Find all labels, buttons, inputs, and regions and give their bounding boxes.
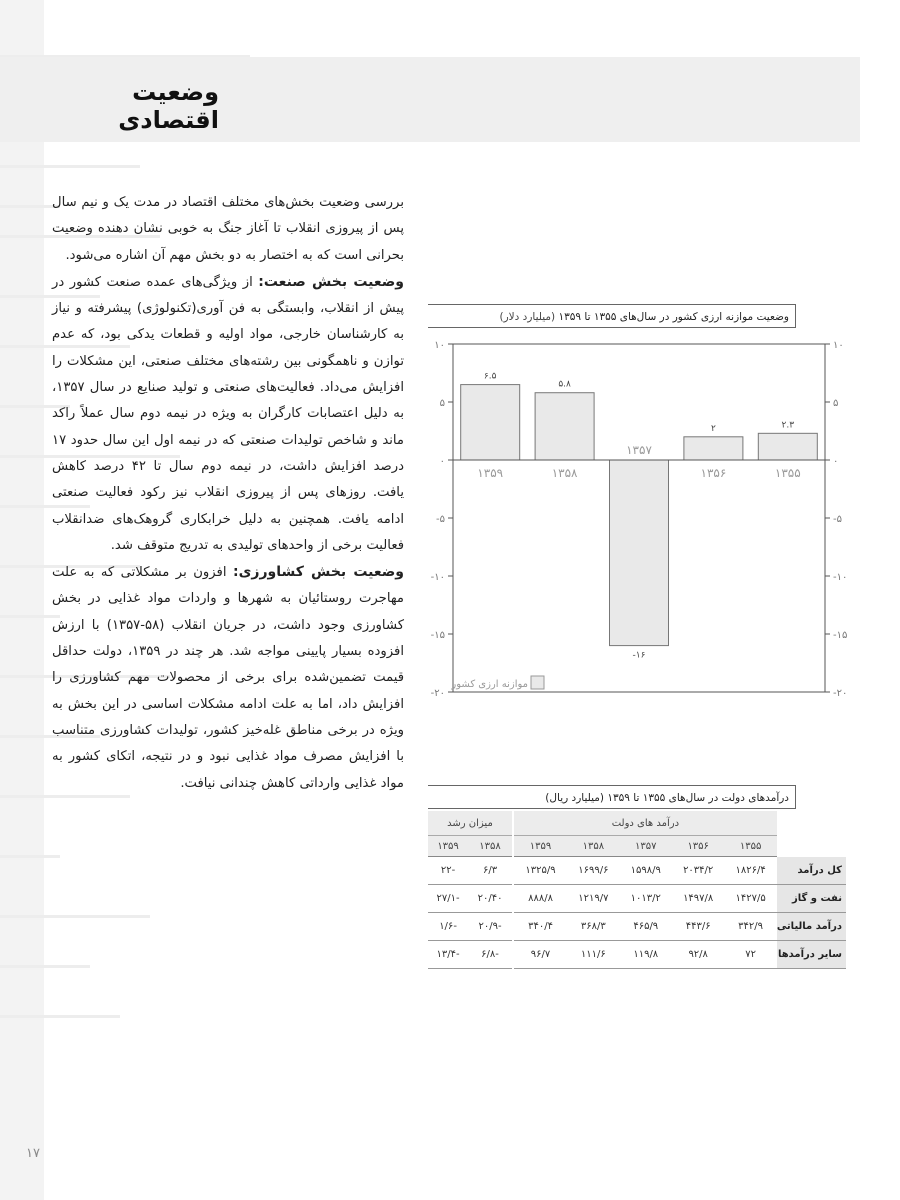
table-row <box>428 941 846 969</box>
page-number: ۱۷ <box>26 1146 40 1161</box>
stripe <box>0 615 60 618</box>
row-label: سایر درآمدها <box>777 941 846 969</box>
year-header: ۱۳۵۶ <box>672 836 724 857</box>
year-header: ۱۳۵۹ <box>513 836 567 857</box>
revenue-cell: ۱۲۱۹/۷ <box>567 885 619 913</box>
y-tick-label-left: -۱۰ <box>430 572 445 583</box>
revenue-cell: ۲۰۳۴/۲ <box>672 857 724 885</box>
legend-swatch <box>531 676 544 689</box>
table-title: درآمدهای دولت در سال‌های ۱۳۵۵ تا ۱۳۵۹ (میلیارد ریال) <box>428 785 796 809</box>
revenue-cell: ۸۸۸/۸ <box>513 885 567 913</box>
category-label: ۱۳۵۸ <box>551 466 578 480</box>
bar <box>461 385 520 460</box>
growth-year-header: ۱۳۵۸ <box>468 836 513 857</box>
growth-cell: -۱۳/۴ <box>428 941 468 969</box>
growth-cell: -۲۷/۱ <box>428 885 468 913</box>
y-tick-label-right: ۰ <box>833 456 839 467</box>
industry-paragraph <box>52 269 404 559</box>
table-row <box>428 885 846 913</box>
bar-value-label: ۲.۳ <box>781 420 795 431</box>
y-tick-label-left: -۵ <box>436 514 445 525</box>
agriculture-text: افزون بر مشکلاتی که به علت مهاجرت روستائیان به شهرها و واردات مواد غذایی در بخش کشاورزی وجود داشت، در جریان انقلاب (۵۸-۱۳۵۷) با ارزش افزوده بسیار پایینی مواجه شد. هر چند در ۱۳۵۹، دولت حداقل قیمت تضمین‌شده برای برخی از محصولات مهم کشاورزی را افزایش داد، اما به علت ادامه مشکلات اساسی در این بخش به ویژه در برخی مناطق غله‌خیز کشور، تولیدات کشاورزی متناسب با افزایش مصرف مواد غذایی نبود و در نتیجه، اتکای کشور به مواد غذایی وارداتی کاهش چندانی نیافت. <box>52 565 404 791</box>
revenue-cell: ۳۴۰/۴ <box>513 913 567 941</box>
revenue-cell: ۱۵۹۸/۹ <box>620 857 672 885</box>
chart-title-text: وضعیت موازنه ارزی کشور در سال‌های ۱۳۵۵ تا ۱۳۵۹ <box>558 311 789 323</box>
growth-cell: -۱/۶ <box>428 913 468 941</box>
growth-cell: -۲۲ <box>428 857 468 885</box>
row-label: درآمد مالیاتی <box>777 913 846 941</box>
article-body <box>52 190 404 797</box>
balance-bar-chart <box>428 330 858 720</box>
category-label: ۱۳۵۹ <box>477 466 504 480</box>
revenue-cell: ۷۲ <box>724 941 776 969</box>
row-label: کل درآمد <box>777 857 846 885</box>
bar-value-label: -۱۶ <box>632 650 646 661</box>
revenue-cell: ۱۳۲۵/۹ <box>513 857 567 885</box>
category-label: ۱۳۵۷ <box>626 443 652 457</box>
industry-heading: وضعیت بخش صنعت: <box>258 273 404 290</box>
y-tick-label-right: -۱۰ <box>833 572 848 583</box>
bar <box>610 460 669 646</box>
growth-year-header: ۱۳۵۹ <box>428 836 468 857</box>
y-tick-label-right: -۲۰ <box>833 688 848 699</box>
industry-text: از ویژگی‌های عمده صنعت کشور در پیش از انقلاب، وابستگی به فن آوری(تکنولوژی) پیشرفته و نیاز به کارشناسان خارجی، مواد اولیه و قطعات یدکی بود، که عدم توازن و ناهمگونی بین رشته‌های مختلف صنعتی، این مشکلات را افزایش می‌داد. فعالیت‌های صنعتی و تولید صنایع در سال ۱۳۵۷، به دلیل اعتصابات کارگران به ویژه در نیمه دوم سال عملاً راکد ماند و شاخص تولیدات صنعتی که در نیمه اول این سال حدود ۱۷ درصد افزایش داشت، در نیمه دوم سال تا ۴۲ درصد کاهش یافت. روزهای پس از پیروزی انقلاب نیز رکود فعالیت صنعتی ادامه یافت. همچنین به دلیل خرابکاری گروهک‌های ضدانقلاب فعالیت برخی از واحدهای تولیدی به تدریج متوقف شد. <box>52 274 404 553</box>
revenue-cell: ۳۴۲/۹ <box>724 913 776 941</box>
y-tick-label-right: ۱۰ <box>833 340 844 351</box>
revenue-group-header: درآمد های دولت <box>513 811 777 836</box>
y-tick-label-left: ۰ <box>439 456 445 467</box>
revenue-cell: ۱۴۹۷/۸ <box>672 885 724 913</box>
bar <box>758 433 817 460</box>
stripe <box>0 915 150 918</box>
chart-title <box>428 304 796 328</box>
stripe <box>0 855 60 858</box>
revenue-cell: ۹۲/۸ <box>672 941 724 969</box>
stripe <box>0 1015 120 1018</box>
revenue-table <box>428 811 846 969</box>
row-label: نفت و گاز <box>777 885 846 913</box>
agriculture-paragraph <box>52 559 404 797</box>
revenue-cell: ۴۶۵/۹ <box>620 913 672 941</box>
y-tick-label-right: ۵ <box>833 398 839 409</box>
y-tick-label-left: ۵ <box>439 398 445 409</box>
year-header: ۱۳۵۷ <box>620 836 672 857</box>
chart-unit: (میلیارد دلار) <box>499 311 556 323</box>
revenue-cell: ۴۴۳/۶ <box>672 913 724 941</box>
y-tick-label-right: -۵ <box>833 514 842 525</box>
growth-cell: -۶/۸ <box>468 941 513 969</box>
revenue-cell: ۱۶۹۹/۶ <box>567 857 619 885</box>
revenue-cell: ۳۶۸/۳ <box>567 913 619 941</box>
corner-cell <box>777 811 846 857</box>
category-label: ۱۳۵۶ <box>700 466 727 480</box>
revenue-cell: ۱۴۲۷/۵ <box>724 885 776 913</box>
bar-value-label: ۵.۸ <box>558 379 571 390</box>
y-tick-label-left: -۲۰ <box>430 688 445 699</box>
y-tick-label-left: ۱۰ <box>434 340 445 351</box>
growth-group-header: میزان رشد <box>428 811 513 836</box>
bar <box>684 437 743 460</box>
year-header: ۱۳۵۵ <box>724 836 776 857</box>
y-tick-label-right: -۱۵ <box>833 630 848 641</box>
year-header: ۱۳۵۸ <box>567 836 619 857</box>
growth-cell: ۶/۳ <box>468 857 513 885</box>
page-title: وضعیت اقتصادی <box>118 78 219 134</box>
intro-paragraph: بررسی وضعیت بخش‌های مختلف اقتصاد در مدت یک و نیم سال پس از پیروزی انقلاب تا آغاز جنگ به خوبی نشان دهنده وضعیت بحرانی است که به اختصار به دو بخش مهم آن اشاره می‌شود. <box>52 195 404 263</box>
revenue-cell: ۱۱۱/۶ <box>567 941 619 969</box>
table-row <box>428 913 846 941</box>
agriculture-heading: وضعیت بخش کشاورزی: <box>233 564 405 581</box>
stripe <box>0 205 60 208</box>
revenue-cell: ۱۱۹/۸ <box>620 941 672 969</box>
growth-cell: ۲۰/۴۰ <box>468 885 513 913</box>
bar-value-label: ۶.۵ <box>483 371 497 382</box>
legend-label: موازنه ارزی کشور <box>451 679 528 690</box>
bar <box>535 393 594 460</box>
growth-cell: -۲۰/۹ <box>468 913 513 941</box>
stripe <box>0 965 90 968</box>
revenue-cell: ۹۶/۷ <box>513 941 567 969</box>
revenue-cell: ۱۰۱۳/۲ <box>620 885 672 913</box>
table-row <box>428 857 846 885</box>
stripe <box>0 165 140 168</box>
category-label: ۱۳۵۵ <box>774 466 801 480</box>
revenue-cell: ۱۸۲۶/۴ <box>724 857 776 885</box>
bar-value-label: ۲ <box>710 423 716 434</box>
y-tick-label-left: -۱۵ <box>430 630 445 641</box>
